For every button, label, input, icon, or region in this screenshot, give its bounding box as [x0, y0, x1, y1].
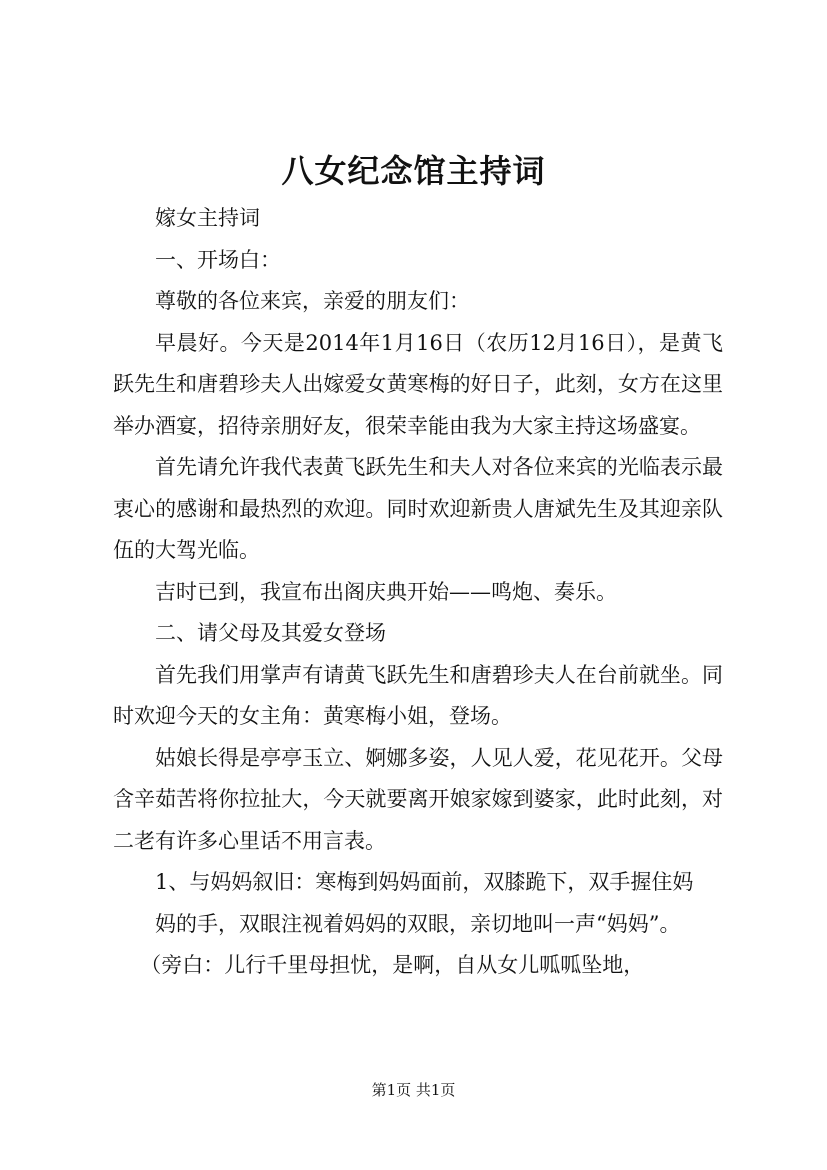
body-paragraph: 姑娘长得是亭亭玉立、婀娜多姿，人见人爱，花见花开。父母含辛茹苦将你拉扯大，今天就要离开娘家嫁到婆家，此时此刻，对二老有许多心里话不用言表。 [113, 745, 723, 853]
body-paragraph: 早晨好。今天是2014年1月16日（农历12月16日），是黄飞跃先生和唐碧珍夫人出嫁爱女黄寒梅的好日子，此刻，女方在这里举办酒宴，招待亲朋好友，很荣幸能由我为大家主持这场盛宴。 [113, 330, 723, 438]
narration-line: （旁白：儿行千里母担忧，是啊，自从女儿呱呱坠地， [140, 953, 645, 977]
document-body [113, 198, 723, 987]
body-paragraph: 首先请允许我代表黄飞跃先生和夫人对各位来宾的光临表示最衷心的感谢和最热烈的欢迎。同时欢迎新贵人唐斌先生及其迎亲队伍的大驾光临。 [113, 455, 723, 562]
list-item: 1、与妈妈叙旧：寒梅到妈妈面前，双膝跪下，双手握住妈 [155, 870, 694, 894]
salutation: 尊敬的各位来宾，亲爱的朋友们： [155, 289, 470, 313]
section-heading: 一、开场白： [155, 247, 281, 272]
page-footer: 第1页 共1页 [371, 1081, 456, 1099]
section-heading: 二、请父母及其爱女登场 [155, 621, 386, 645]
body-paragraph: 吉时已到，我宣布出阁庆典开始——鸣炮、奏乐。 [155, 579, 617, 604]
document-title: 八女纪念馆主持词 [281, 152, 546, 190]
section-heading: 嫁女主持词 [155, 206, 260, 230]
list-item-continuation: 妈的手，双眼注视着妈妈的双眼，亲切地叫一声“妈妈”。 [155, 911, 681, 936]
body-paragraph: 首先我们用掌声有请黄飞跃先生和唐碧珍夫人在台前就坐。同时欢迎今天的女主角：黄寒梅小姐，登场。 [113, 662, 723, 728]
